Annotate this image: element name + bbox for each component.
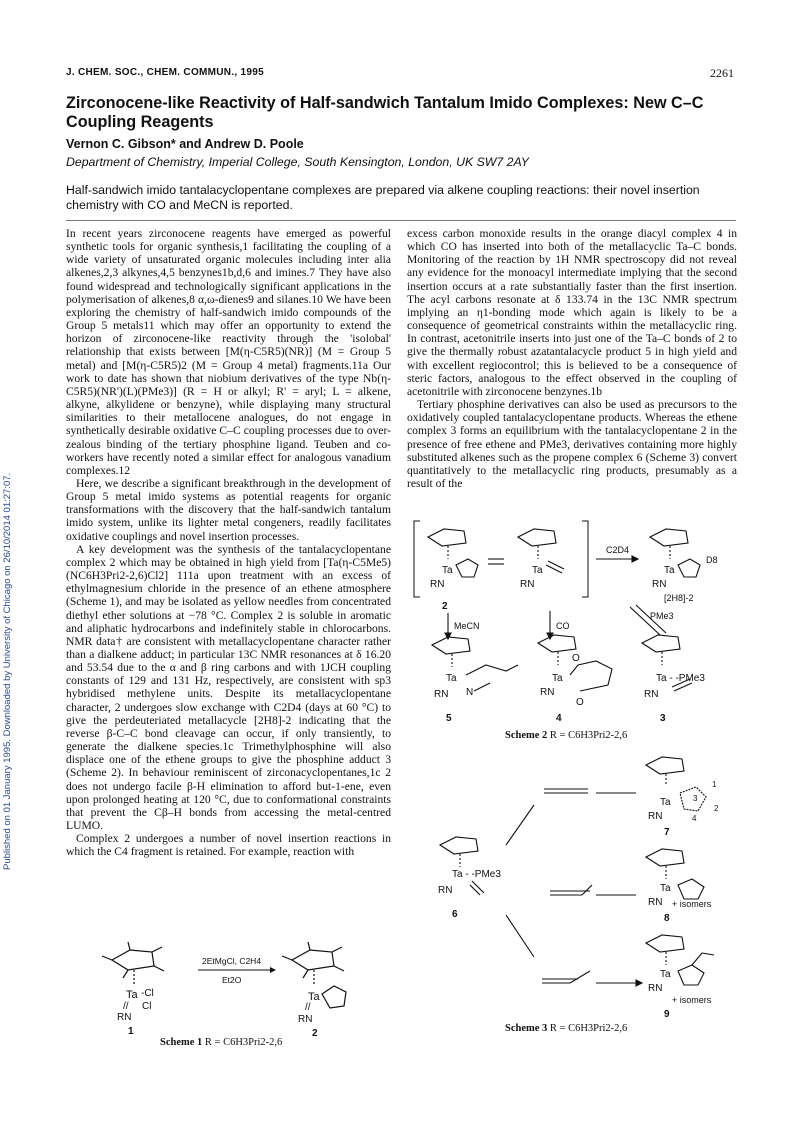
caption-label: Scheme 2 — [505, 730, 548, 741]
imine-bond — [474, 683, 490, 691]
caption-text: R = C6H3Pri2-2,6 — [204, 1037, 283, 1048]
cp-star-ring — [646, 757, 684, 774]
metallacycle-ring — [678, 559, 700, 577]
scheme-3-figure — [410, 745, 740, 1025]
branch-line — [506, 805, 534, 845]
scheme-1-caption — [160, 1037, 282, 1048]
cl-label: -Cl — [141, 988, 154, 999]
arrow-head — [270, 967, 276, 973]
cp-star-ring — [642, 635, 680, 652]
propene-ligand — [470, 885, 480, 895]
double-bond-mark: // — [123, 1001, 129, 1012]
ta-label: Ta — [660, 883, 671, 894]
cp-star-ring — [538, 635, 576, 652]
paragraph: In recent years zirconocene reagents have emerged as powerful synthetic tools for organic synthesis,1 facilitating the coupling of a wide variety of unsaturated organic molecules including inter alia alkenes,2,3 alkynes,4,5 benzynes1b,d,6 and imines.7 They have also found widespread and technologically significant applications in the polymerisation of alkenes,8 α,ω-dienes9 and silanes.10 We have been exploring the chemistry of half-sandwich imido compounds of the Group 5 metals11 which may offer an opportunity to extend the horizon of zirconocene-like reactivity through the 'isolobal' relationship that exists between [M(η-C5R5)(NR)] (M = Group 5 metal) and [M(η-C5R5)2 (M = Group 4 metal) fragments.11a Our work to date has shown that niobium derivatives of the type Nb(η-C5R5)(NR')(L)(PMe3)] (R = H or alkyl; R' = aryl; L = alkene, alkyne, alkylidene or benzyne), while displaying many structural similarities to their metallocene analogues, do not engage in synthetically desirable oxidative C–C coupling processes due to over-zealous binding of the tertiary phosphine ligand. Teuben and co-workers have recently noted a similar effect for analogous vanadium complexes.12 — [66, 227, 391, 477]
ta-label: Ta — [442, 565, 453, 576]
caption-text: R = C6H3Pri2-2,6 — [549, 730, 628, 741]
compound-8-label: 8 — [664, 913, 670, 924]
ta-label: Ta — [660, 797, 671, 808]
right-column — [407, 227, 737, 490]
download-watermark — [0, 270, 24, 870]
compound-1-label: 1 — [128, 1026, 134, 1037]
compound-d8-label: [2H8]-2 — [664, 593, 694, 603]
ta-label: Ta — [308, 991, 320, 1003]
cp-star-ring — [650, 529, 688, 546]
isomers-label: + isomers — [672, 899, 712, 909]
cp-star-ring — [102, 942, 164, 986]
compound-9-label: 9 — [664, 1009, 670, 1020]
compound-5-label: 5 — [446, 713, 452, 724]
ta-label: Ta — [126, 989, 138, 1001]
rn-label: RN — [430, 579, 445, 590]
reagent-label: 2EtMgCl, C2H4 — [202, 956, 262, 966]
rn-label: RN — [648, 983, 663, 994]
ta-label: Ta — [664, 565, 675, 576]
metallacycle-ring — [678, 965, 704, 985]
ring-position-label: 3 — [693, 794, 698, 803]
article-title: Zirconocene-like Reactivity of Half-sandwich Tantalum Imido Complexes: New C–C Coupling Reagents — [66, 94, 704, 131]
paragraph: A key development was the synthesis of the tantalacyclopentane complex 2 which may be obtained in high yield from [Ta(η-C5Me5)(NC6H3Pri2-2,6)Cl2] 111a upon treatment with an excess of ethylmagnesium chloride in the presence of an ethene atmosphere (Scheme 1), and may be isolated as yellow needles from concentrated diethyl ether solutions at −78 °C. Complex 2 is soluble in aromatic and aliphatic hydrocarbons and indefinitely stable in chlorocarbons. NMR data† are consistent with metallacyclopentane character rather than a dialkene adduct; in particular 13C NMR resonances at δ 16.20 and 53.54 due to the α and β ring carbons and with 1JCH coupling constants of 129 and 131 Hz, respectively, are consistent with sp3 hybridised methylene units. Despite its metallacyclopentane character, 2 undergoes slow exchange with C2D4 (days at 60 °C) to give the perdeuteriated metallacycle [2H8]-2 indicating that the reverse β-C–C bond cleavage can occur, if only transiently, to generate the dialkene species.1c Trimethylphosphine will also displace one of the ethene groups to give the phosphine adduct 3 (Scheme 2). In behaviour reminiscent of zirconacyclopentanes,1c 2 does not undergo facile β-H elimination to afford but-1-ene, even upon prolonged heating at 120 °C, due to conformational constraints that prevent the Cβ–H bonds from accessing the metal-centred LUMO. — [66, 542, 391, 833]
caption-text: R = C6H3Pri2-2,6 — [549, 1023, 628, 1034]
reagent-label: MeCN — [454, 621, 480, 631]
cp-star-ring — [428, 529, 466, 546]
ring-position-label: 2 — [714, 804, 719, 813]
journal-header: J. CHEM. SOC., CHEM. COMMUN., 1995 — [66, 67, 265, 78]
cp-star-ring — [646, 935, 684, 952]
compound-7-label: 7 — [664, 827, 670, 838]
ta-label: Ta — [532, 565, 543, 576]
cp-star-ring — [518, 529, 556, 546]
affiliation: Department of Chemistry, Imperial College, South Kensington, London, UK SW7 2AY — [66, 155, 529, 169]
ta-label: Ta — [660, 969, 671, 980]
metallacycle-ring — [456, 559, 478, 577]
rn-label: RN — [540, 687, 555, 698]
left-column — [66, 227, 391, 859]
rn-label: RN — [438, 885, 453, 896]
reagent-label: C2D4 — [606, 545, 630, 555]
rn-label: RN — [648, 811, 663, 822]
diacyl-ring — [570, 661, 612, 691]
rn-label: RN — [434, 689, 449, 700]
paragraph: Here, we describe a significant breakthrough in the development of Group 5 metal imido systems as potential reagents for organic transformations with the discovery that the half-sandwich tantalum imido system, unlike its lighter metal congeners, readily facilitates oxidative couplings and novel insertion processes. — [66, 476, 391, 543]
cp-star-ring — [646, 849, 684, 866]
rn-label: RN — [117, 1012, 132, 1023]
compound-2-label: 2 — [442, 601, 448, 612]
o-label: O — [572, 653, 580, 664]
metallacycle-ring — [678, 879, 704, 899]
abstract-divider — [66, 220, 736, 221]
rn-label: RN — [298, 1014, 313, 1025]
azametallacycle-chain — [466, 665, 518, 675]
cp-star-ring — [432, 637, 470, 654]
ta-pme3-label: Ta - -PMe3 — [452, 869, 501, 880]
cp-star-ring — [440, 837, 478, 854]
reagent-label: PMe3 — [650, 611, 674, 621]
paragraph: Complex 2 undergoes a number of novel insertion reactions in which the C4 fragment is retained. For example, reaction with — [66, 832, 391, 859]
scheme-3-caption — [505, 1023, 627, 1034]
download-watermark-text: Published on 01 January 1995. Downloaded by University of Chicago on 26/10/2014 01:27:07. — [2, 472, 13, 870]
rn-label: RN — [648, 897, 663, 908]
ta-label: Ta — [552, 673, 563, 684]
scheme-2-caption — [505, 730, 627, 741]
rn-label: RN — [644, 689, 659, 700]
authors: Vernon C. Gibson* and Andrew D. Poole — [66, 137, 304, 151]
compound-3-label: 3 — [660, 713, 666, 724]
rn-label: RN — [520, 579, 535, 590]
caption-label: Scheme 1 — [160, 1037, 203, 1048]
scheme-1-figure — [90, 938, 390, 1038]
caption-label: Scheme 3 — [505, 1023, 548, 1034]
rn-label: RN — [652, 579, 667, 590]
compound-6-label: 6 — [452, 909, 458, 920]
bracket-left — [414, 521, 420, 597]
solvent-label: Et2O — [222, 975, 242, 985]
paragraph: excess carbon monoxide results in the orange diacyl complex 4 in which CO has inserted into both of the metallacyclic Ta–C bonds. Monitoring of the reaction by 1H NMR spectroscopy did not reveal any evidence for the monoacyl intermediate implying that the second insertion occurs at a rate substantially faster than the first insertion. The acyl carbons resonate at δ 133.74 in the 13C NMR spectrum implying an η1-bonding mode which again is likely to be a consequence of geometrical constraints within the metallacyclic ring. In contrast, acetonitrile inserts into just one of the Ta–C bonds of 2 to give the thermally robust azatantalacycle product 5 in high yield and with excellent regiocontrol; this is believed to be a consequence of steric factors, analogous to the effect observed in the coupling of acetonitrile with zirconocene benzynes.1b — [407, 227, 737, 398]
isomers-label: + isomers — [672, 995, 712, 1005]
ta-label: Ta — [446, 673, 457, 684]
deuterium-label: D8 — [706, 555, 718, 565]
compound-2-label: 2 — [312, 1028, 318, 1038]
bracket-right — [582, 521, 588, 597]
ta-pme3-label: Ta - -PMe3 — [656, 673, 705, 684]
compound-4-label: 4 — [556, 713, 562, 724]
double-bond-mark: // — [305, 1002, 311, 1013]
ring-position-label: 1 — [712, 780, 717, 789]
page-number: 2261 — [710, 66, 734, 80]
branch-line — [506, 915, 534, 957]
n-label: N — [466, 687, 474, 698]
paragraph: Tertiary phosphine derivatives can also be used as precursors to the oxidatively coupled tantalacyclopentane products. Whereas the ethene complex 3 forms an equilibrium with the tantalacyclopentane 2 in the presence of free ethene and PMe3, derivatives containing more highly substituted alkenes such as the propene complex 6 (Scheme 3) convert quantitatively to the metallacyclic ring products, presumably as a result of the — [407, 398, 737, 490]
metallacycle-ring — [322, 986, 346, 1008]
reagent-label: CO — [556, 621, 570, 631]
o-label: O — [576, 697, 584, 708]
abstract: Half-sandwich imido tantalacyclopentane complexes are prepared via alkene coupling reactions: their novel insertion chemistry with CO and MeCN is reported. — [66, 183, 700, 212]
scheme-2-figure — [410, 515, 740, 730]
cl-label: Cl — [142, 1001, 152, 1012]
ring-position-label: 4 — [692, 814, 697, 823]
